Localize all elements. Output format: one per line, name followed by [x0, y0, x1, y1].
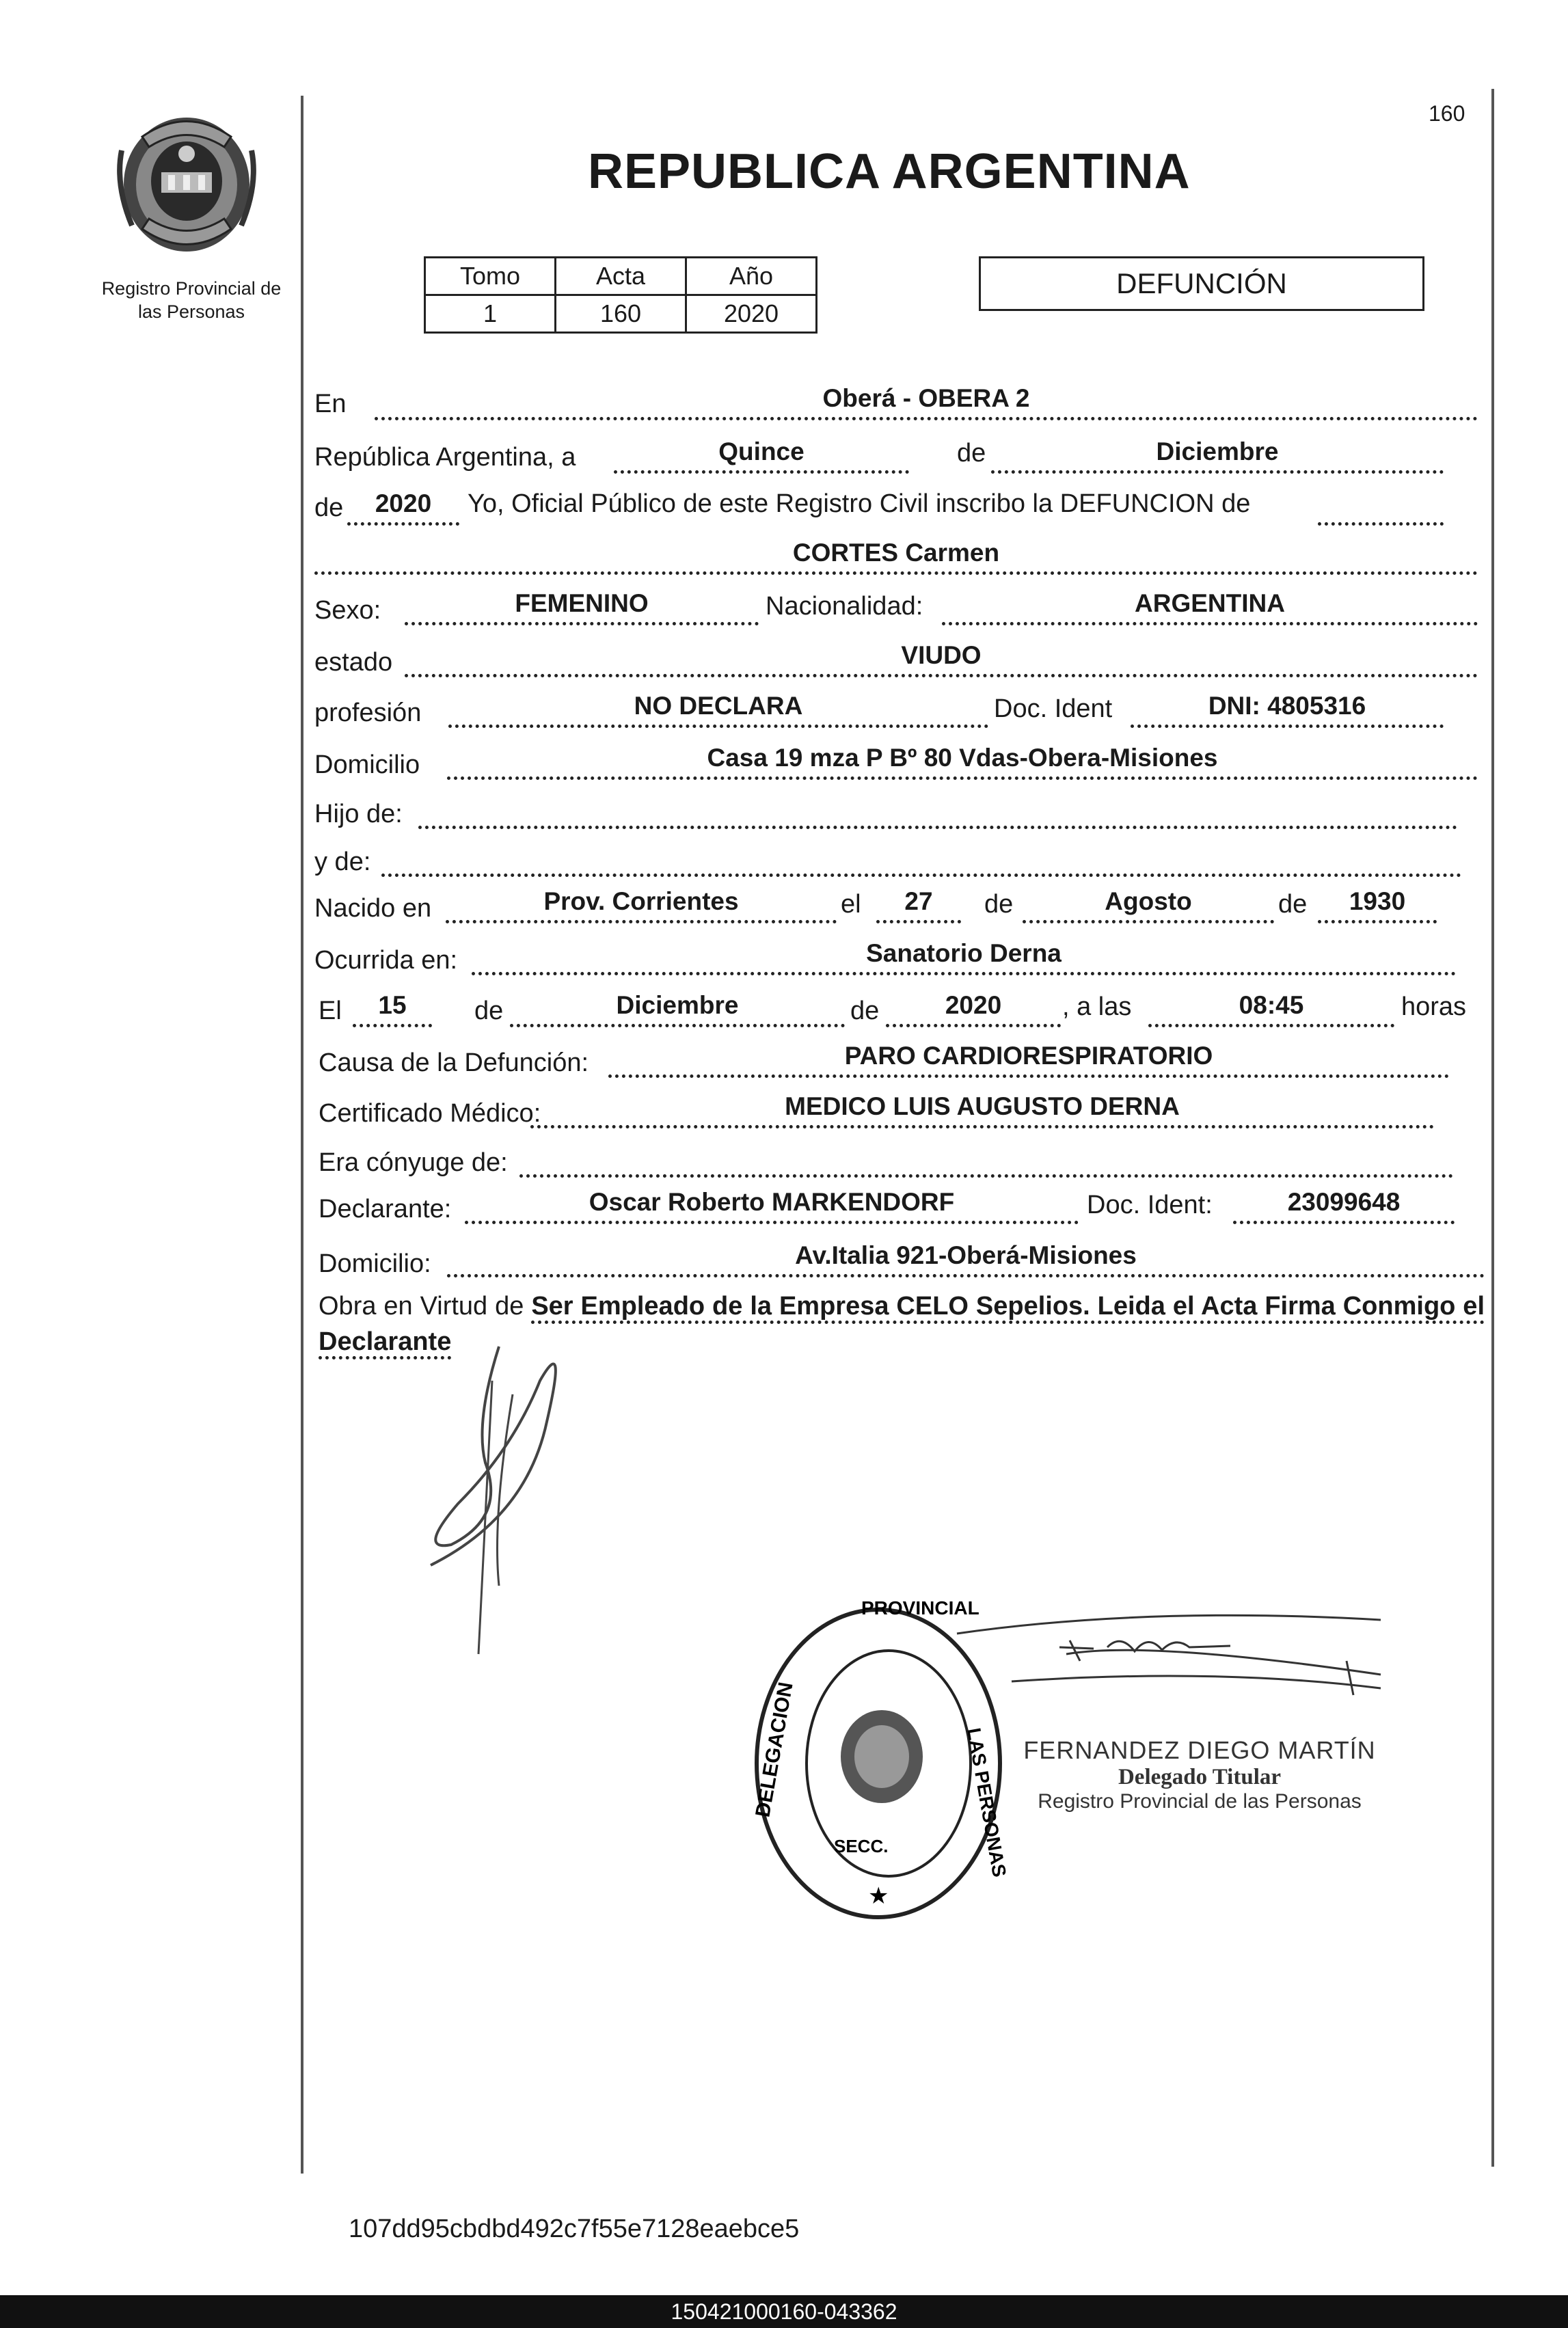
death-year-field: 2020 — [886, 988, 1061, 1027]
barcode-footer: 150421000160-043362 — [0, 2295, 1568, 2328]
right-margin-line — [1491, 89, 1494, 2167]
obra-text: Ser Empleado de la Empresa CELO Sepelios. Leida el Acta Firma Conmigo el Declarante — [319, 1292, 1485, 1359]
label-de-1: de — [957, 439, 986, 468]
label-de-4: de — [1278, 890, 1308, 919]
label-de-6: de — [850, 997, 880, 1025]
year-field: 2020 — [347, 487, 459, 526]
page-number: 160 — [1429, 101, 1465, 126]
label-ocurrida-en: Ocurrida en: — [314, 946, 458, 975]
official-title: Delegado Titular — [1118, 1765, 1282, 1789]
svg-text:SECC.: SECC. — [834, 1836, 889, 1856]
label-a-las: , a las — [1062, 992, 1132, 1021]
misiones-emblem-icon — [115, 109, 258, 267]
label-conyuge: Era cónyuge de: — [319, 1148, 508, 1177]
mother-field — [381, 838, 1461, 877]
label-profesion: profesión — [314, 699, 422, 727]
anio-header: Año — [686, 258, 817, 295]
svg-text:DELEGACION: DELEGACION — [751, 1680, 798, 1819]
sex-field: FEMENINO — [405, 586, 759, 625]
svg-text:PROVINCIAL: PROVINCIAL — [861, 1597, 979, 1619]
label-nacionalidad: Nacionalidad: — [766, 592, 923, 621]
deceased-prefix-field — [1318, 487, 1444, 526]
label-nacido-en: Nacido en — [314, 894, 432, 923]
label-domicilio-2: Domicilio: — [319, 1249, 431, 1278]
profession-field: NO DECLARA — [448, 689, 988, 728]
tomo-header: Tomo — [425, 258, 556, 295]
record-type-box: DEFUNCIÓN — [979, 256, 1424, 311]
label-domicilio: Domicilio — [314, 750, 420, 779]
official-name: FERNANDEZ DIEGO MARTÍN — [1023, 1736, 1376, 1764]
label-causa: Causa de la Defunción: — [319, 1048, 589, 1077]
official-office: Registro Provincial de las Personas — [1038, 1790, 1362, 1813]
label-de-5: de — [474, 997, 504, 1025]
birthplace-field: Prov. Corrientes — [446, 884, 837, 923]
deceased-name-field: CORTES Carmen — [314, 536, 1478, 575]
nationality-field: ARGENTINA — [942, 586, 1478, 625]
birth-month-field: Agosto — [1023, 884, 1274, 923]
declarant-address-field: Av.Italia 921-Oberá-Misiones — [447, 1239, 1485, 1277]
label-en: En — [314, 390, 347, 418]
svg-text:★: ★ — [868, 1883, 889, 1909]
label-de-3: de — [984, 890, 1014, 919]
label-El: El — [319, 997, 342, 1025]
label-el: el — [841, 890, 861, 919]
label-y-de: y de: — [314, 848, 371, 876]
spouse-field — [519, 1139, 1453, 1178]
acta-value: 160 — [556, 295, 686, 333]
certificate-field: MEDICO LUIS AUGUSTO DERNA — [530, 1089, 1434, 1128]
label-republica: República Argentina, a — [314, 443, 576, 472]
anio-value: 2020 — [686, 295, 817, 333]
label-declarante: Declarante: — [319, 1195, 452, 1223]
marital-status-field: VIUDO — [405, 638, 1478, 677]
birth-day-field: 27 — [876, 884, 961, 923]
registry-label: Registro Provincial de las Personas — [101, 278, 282, 322]
label-doc-ident-2: Doc. Ident: — [1087, 1191, 1213, 1219]
birth-year-field: 1930 — [1318, 884, 1437, 923]
document-hash: 107dd95cbdbd492c7f55e7128eaebce5 — [349, 2215, 800, 2243]
declarant-field: Oscar Roberto MARKENDORF — [465, 1185, 1079, 1224]
cause-field: PARO CARDIORESPIRATORIO — [608, 1039, 1449, 1078]
tomo-value: 1 — [425, 295, 556, 333]
left-margin-line — [301, 96, 303, 2174]
label-doc-ident: Doc. Ident — [994, 694, 1113, 723]
death-day-field: 15 — [353, 988, 432, 1027]
death-month-field: Diciembre — [510, 988, 845, 1027]
acta-header: Acta — [556, 258, 686, 295]
declarant-doc-field: 23099648 — [1233, 1185, 1455, 1224]
death-place-field: Sanatorio Derna — [472, 936, 1456, 975]
svg-text:LAS PERSONAS: LAS PERSONAS — [963, 1726, 1010, 1879]
label-yo-oficial: Yo, Oficial Público de este Registro Civil inscribo la DEFUNCION de — [468, 489, 1251, 518]
day-words-field: Quince — [614, 435, 909, 474]
label-obra: Obra en Virtud de — [319, 1292, 524, 1321]
father-field — [418, 790, 1457, 829]
place-field: Oberá - OBERA 2 — [375, 381, 1478, 420]
month-field: Diciembre — [991, 435, 1444, 474]
label-horas: horas — [1401, 992, 1467, 1021]
record-reference-table — [424, 256, 817, 334]
label-de-2: de — [314, 493, 344, 522]
death-time-field: 08:45 — [1148, 988, 1394, 1027]
official-block — [1008, 1736, 1391, 1813]
official-signature — [943, 1606, 1394, 1716]
page-title: REPUBLICA ARGENTINA — [588, 144, 1191, 199]
label-certificado: Certificado Médico: — [319, 1099, 541, 1128]
address-field: Casa 19 mza P Bº 80 Vdas-Obera-Misiones — [447, 741, 1478, 780]
label-sexo: Sexo: — [314, 596, 381, 625]
declarant-signature — [410, 1340, 588, 1661]
doc-ident-field: DNI: 4805316 — [1131, 689, 1444, 728]
label-hijo-de: Hijo de: — [314, 800, 403, 828]
label-estado: estado — [314, 648, 393, 677]
